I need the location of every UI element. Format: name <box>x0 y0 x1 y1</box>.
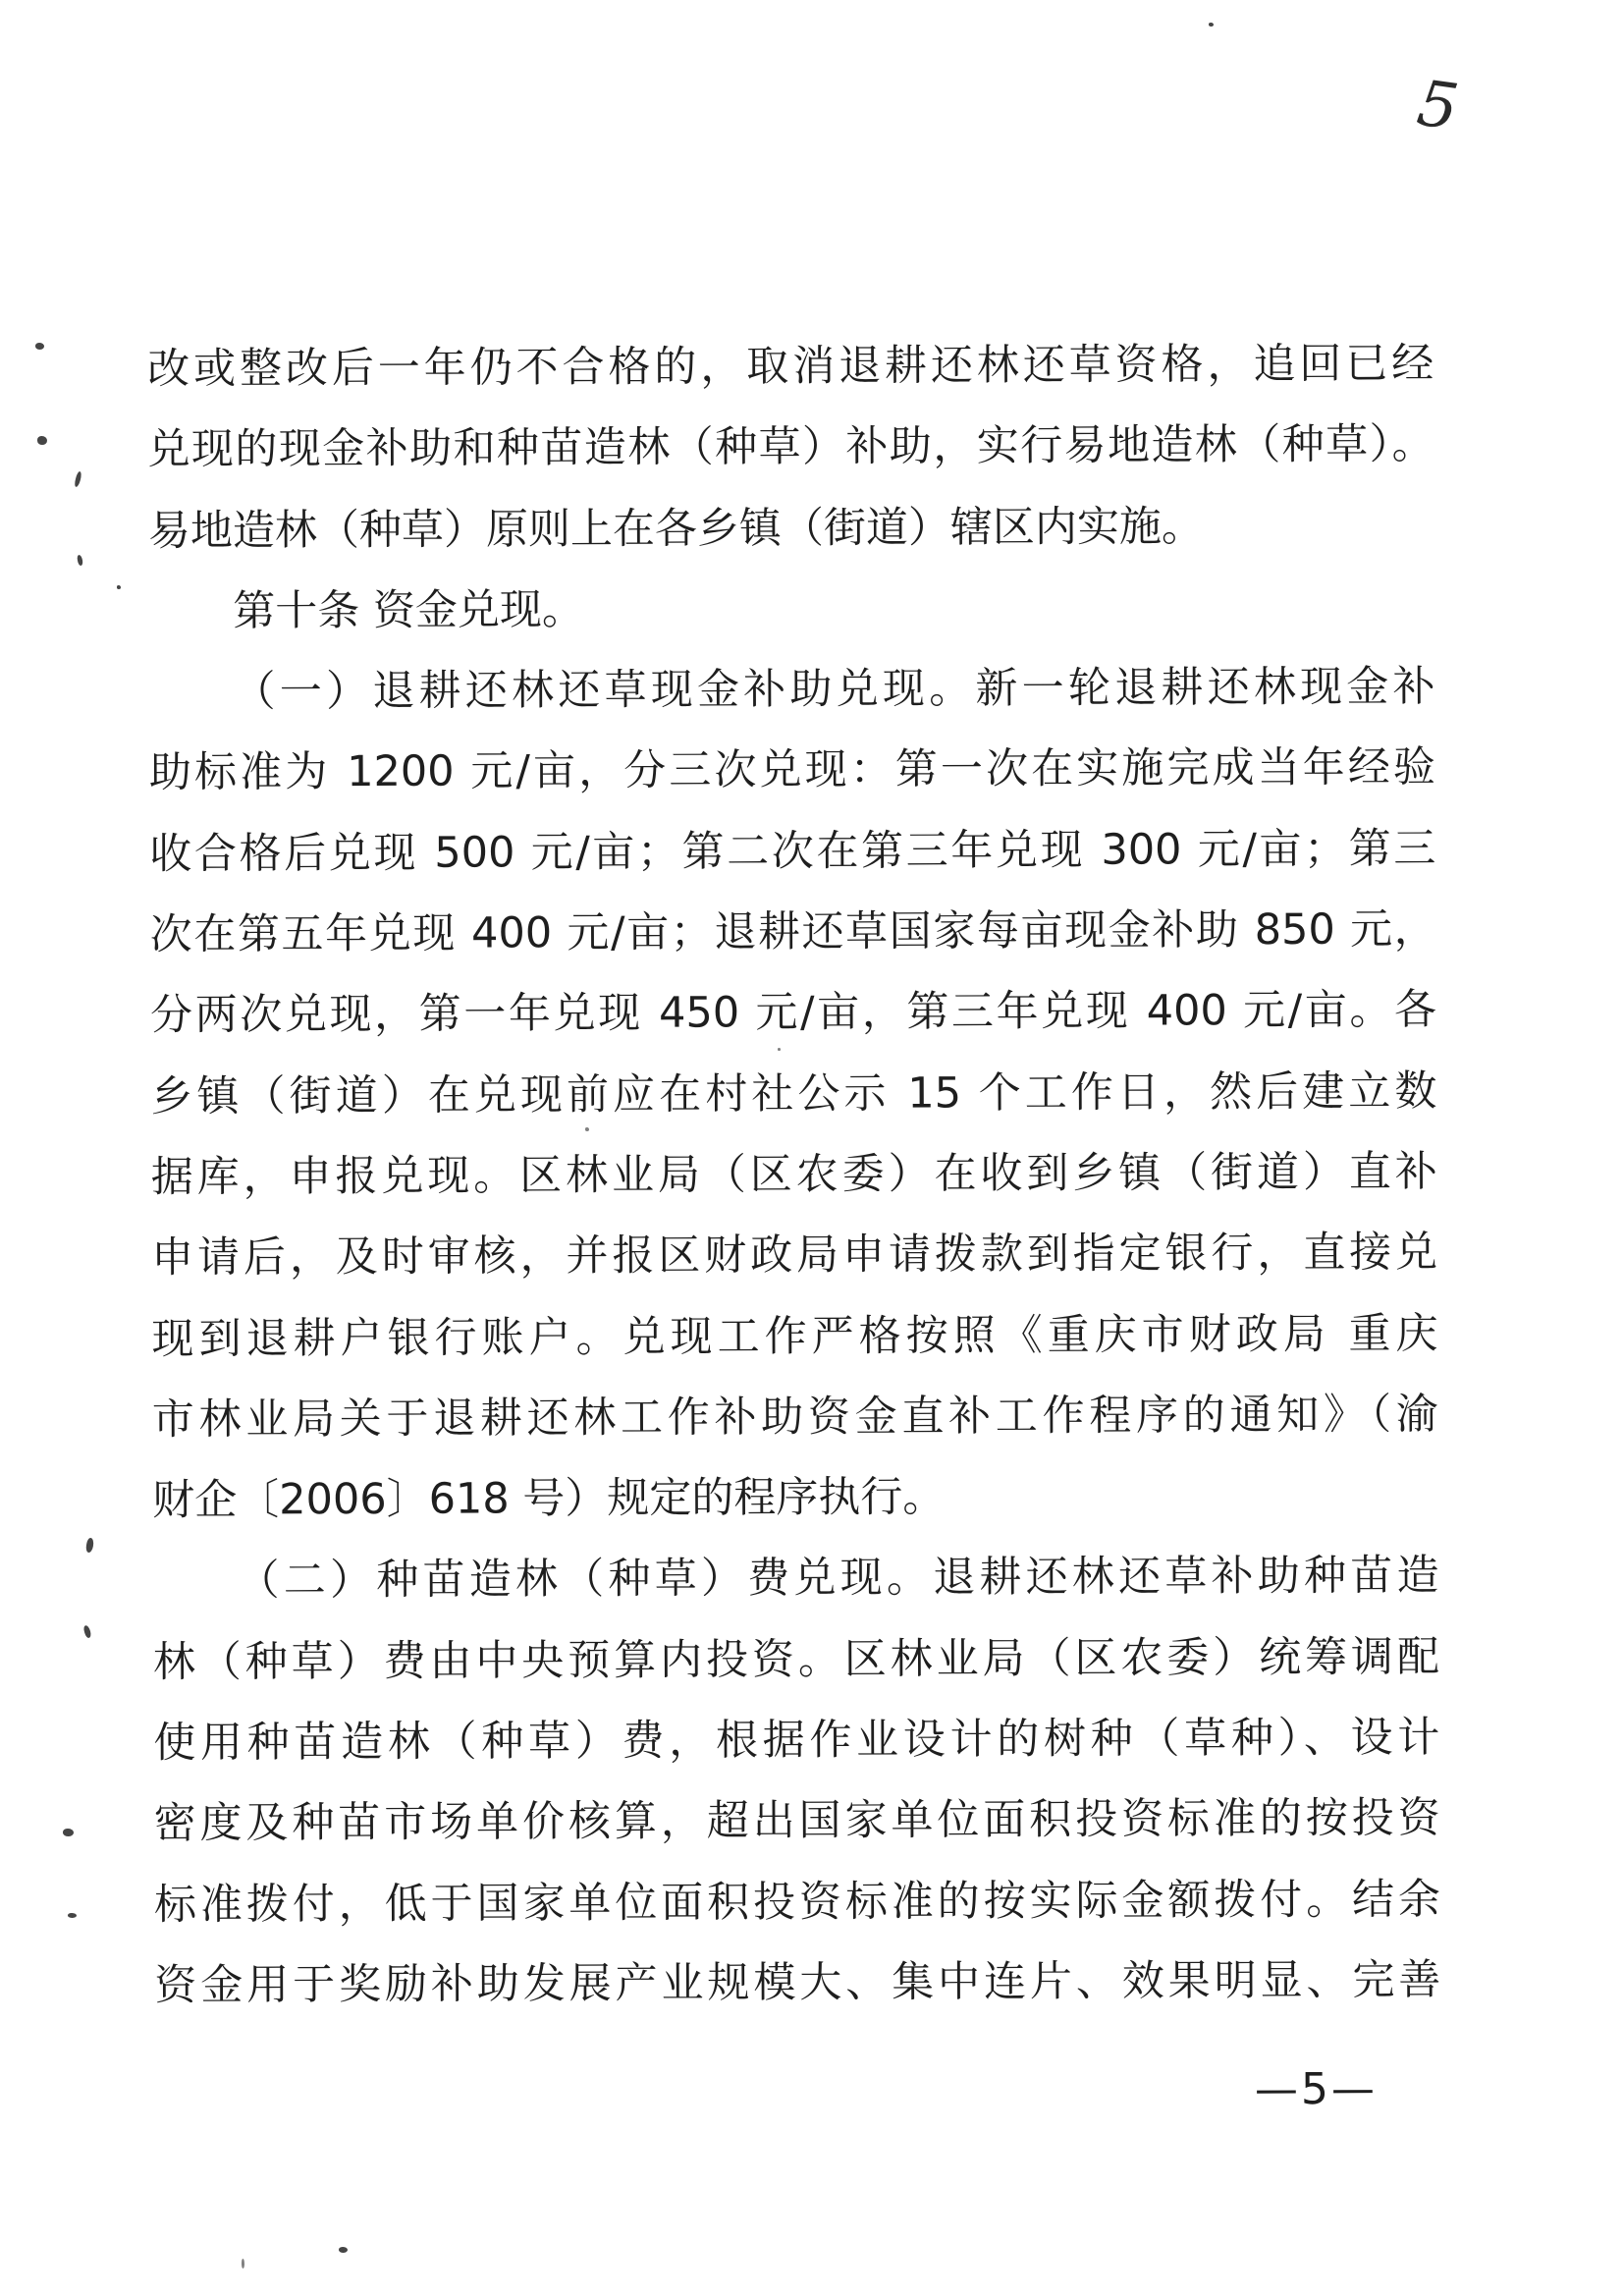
ink-speck <box>68 1913 77 1918</box>
text-line: 林（种草）费由中央预算内投资。区林业局（区农委）统筹调配 <box>152 1632 1440 1687</box>
ink-speck <box>77 555 83 567</box>
ink-speck <box>242 2259 244 2269</box>
ink-speck <box>85 1538 94 1554</box>
ink-speck <box>37 436 47 445</box>
text-line: 标准拨付，低于国家单位面积投资标准的按实际金额拨付。结余 <box>153 1874 1441 1930</box>
ink-speck <box>1209 23 1214 27</box>
text-line: 助标准为 1200 元/亩，分三次兑现：第一次在实施完成当年经验 <box>148 742 1436 798</box>
text-line: 兑现的现金补助和种苗造林（种草）补助，实行易地造林（种草）。 <box>147 419 1434 475</box>
text-line: 申请后，及时审核，并报区财政局申请拨款到指定银行，直接兑 <box>151 1228 1438 1284</box>
text-line: 密度及种苗市场单价核算，超出国家单位面积投资标准的按投资 <box>153 1793 1440 1849</box>
text-line: 据库，申报兑现。区林业局（区农委）在收到乡镇（街道）直补 <box>150 1147 1437 1202</box>
text-line: 资金用于奖励补助发展产业规模大、集中连片、效果明显、完善 <box>154 1955 1441 2010</box>
text-line: 次在第五年兑现 400 元/亩；退耕还草国家每亩现金补助 850 元， <box>149 904 1436 960</box>
text-line: 市林业局关于退耕还林工作补助资金直补工作程序的通知》（渝 <box>151 1390 1438 1445</box>
text-line: （二）种苗造林（种草）费兑现。退耕还林还草补助种苗造 <box>237 1551 1439 1607</box>
ink-speck <box>82 1624 91 1638</box>
ink-speck <box>585 1127 589 1131</box>
text-line: 第十条 资金兑现。 <box>233 584 585 636</box>
document-body <box>147 323 1441 2026</box>
text-line: 使用种苗造林（种草）费，根据作业设计的树种（草种）、设计 <box>153 1713 1440 1769</box>
text-line: 财企〔2006〕618 号）规定的程序执行。 <box>152 1472 946 1526</box>
text-line: 改或整改后一年仍不合格的，取消退耕还林还草资格，追回已经 <box>147 339 1434 394</box>
ink-speck <box>35 343 44 350</box>
text-line: 分两次兑现，第一年兑现 450 元/亩，第三年兑现 400 元/亩。各 <box>149 985 1437 1041</box>
text-line: 乡镇（街道）在兑现前应在村社公示 15 个工作日，然后建立数 <box>150 1066 1437 1121</box>
ink-speck <box>339 2247 348 2253</box>
text-line: 收合格后兑现 500 元/亩；第二次在第三年兑现 300 元/亩；第三 <box>149 824 1436 879</box>
ink-speck <box>74 471 82 488</box>
ink-speck <box>63 1829 74 1836</box>
text-line: 现到退耕户银行账户。兑现工作严格按照《重庆市财政局 重庆 <box>151 1308 1438 1364</box>
ink-speck <box>117 585 121 589</box>
text-line: 易地造林（种草）原则上在各乡镇（街道）辖区内实施。 <box>147 501 1204 556</box>
text-line: （一）退耕还林还草现金补助兑现。新一轮退耕还林现金补 <box>233 662 1435 717</box>
footer-page-number: —5— <box>1254 2063 1379 2115</box>
ink-speck <box>778 1048 781 1051</box>
handwritten-page-number: 5 <box>1413 67 1463 145</box>
